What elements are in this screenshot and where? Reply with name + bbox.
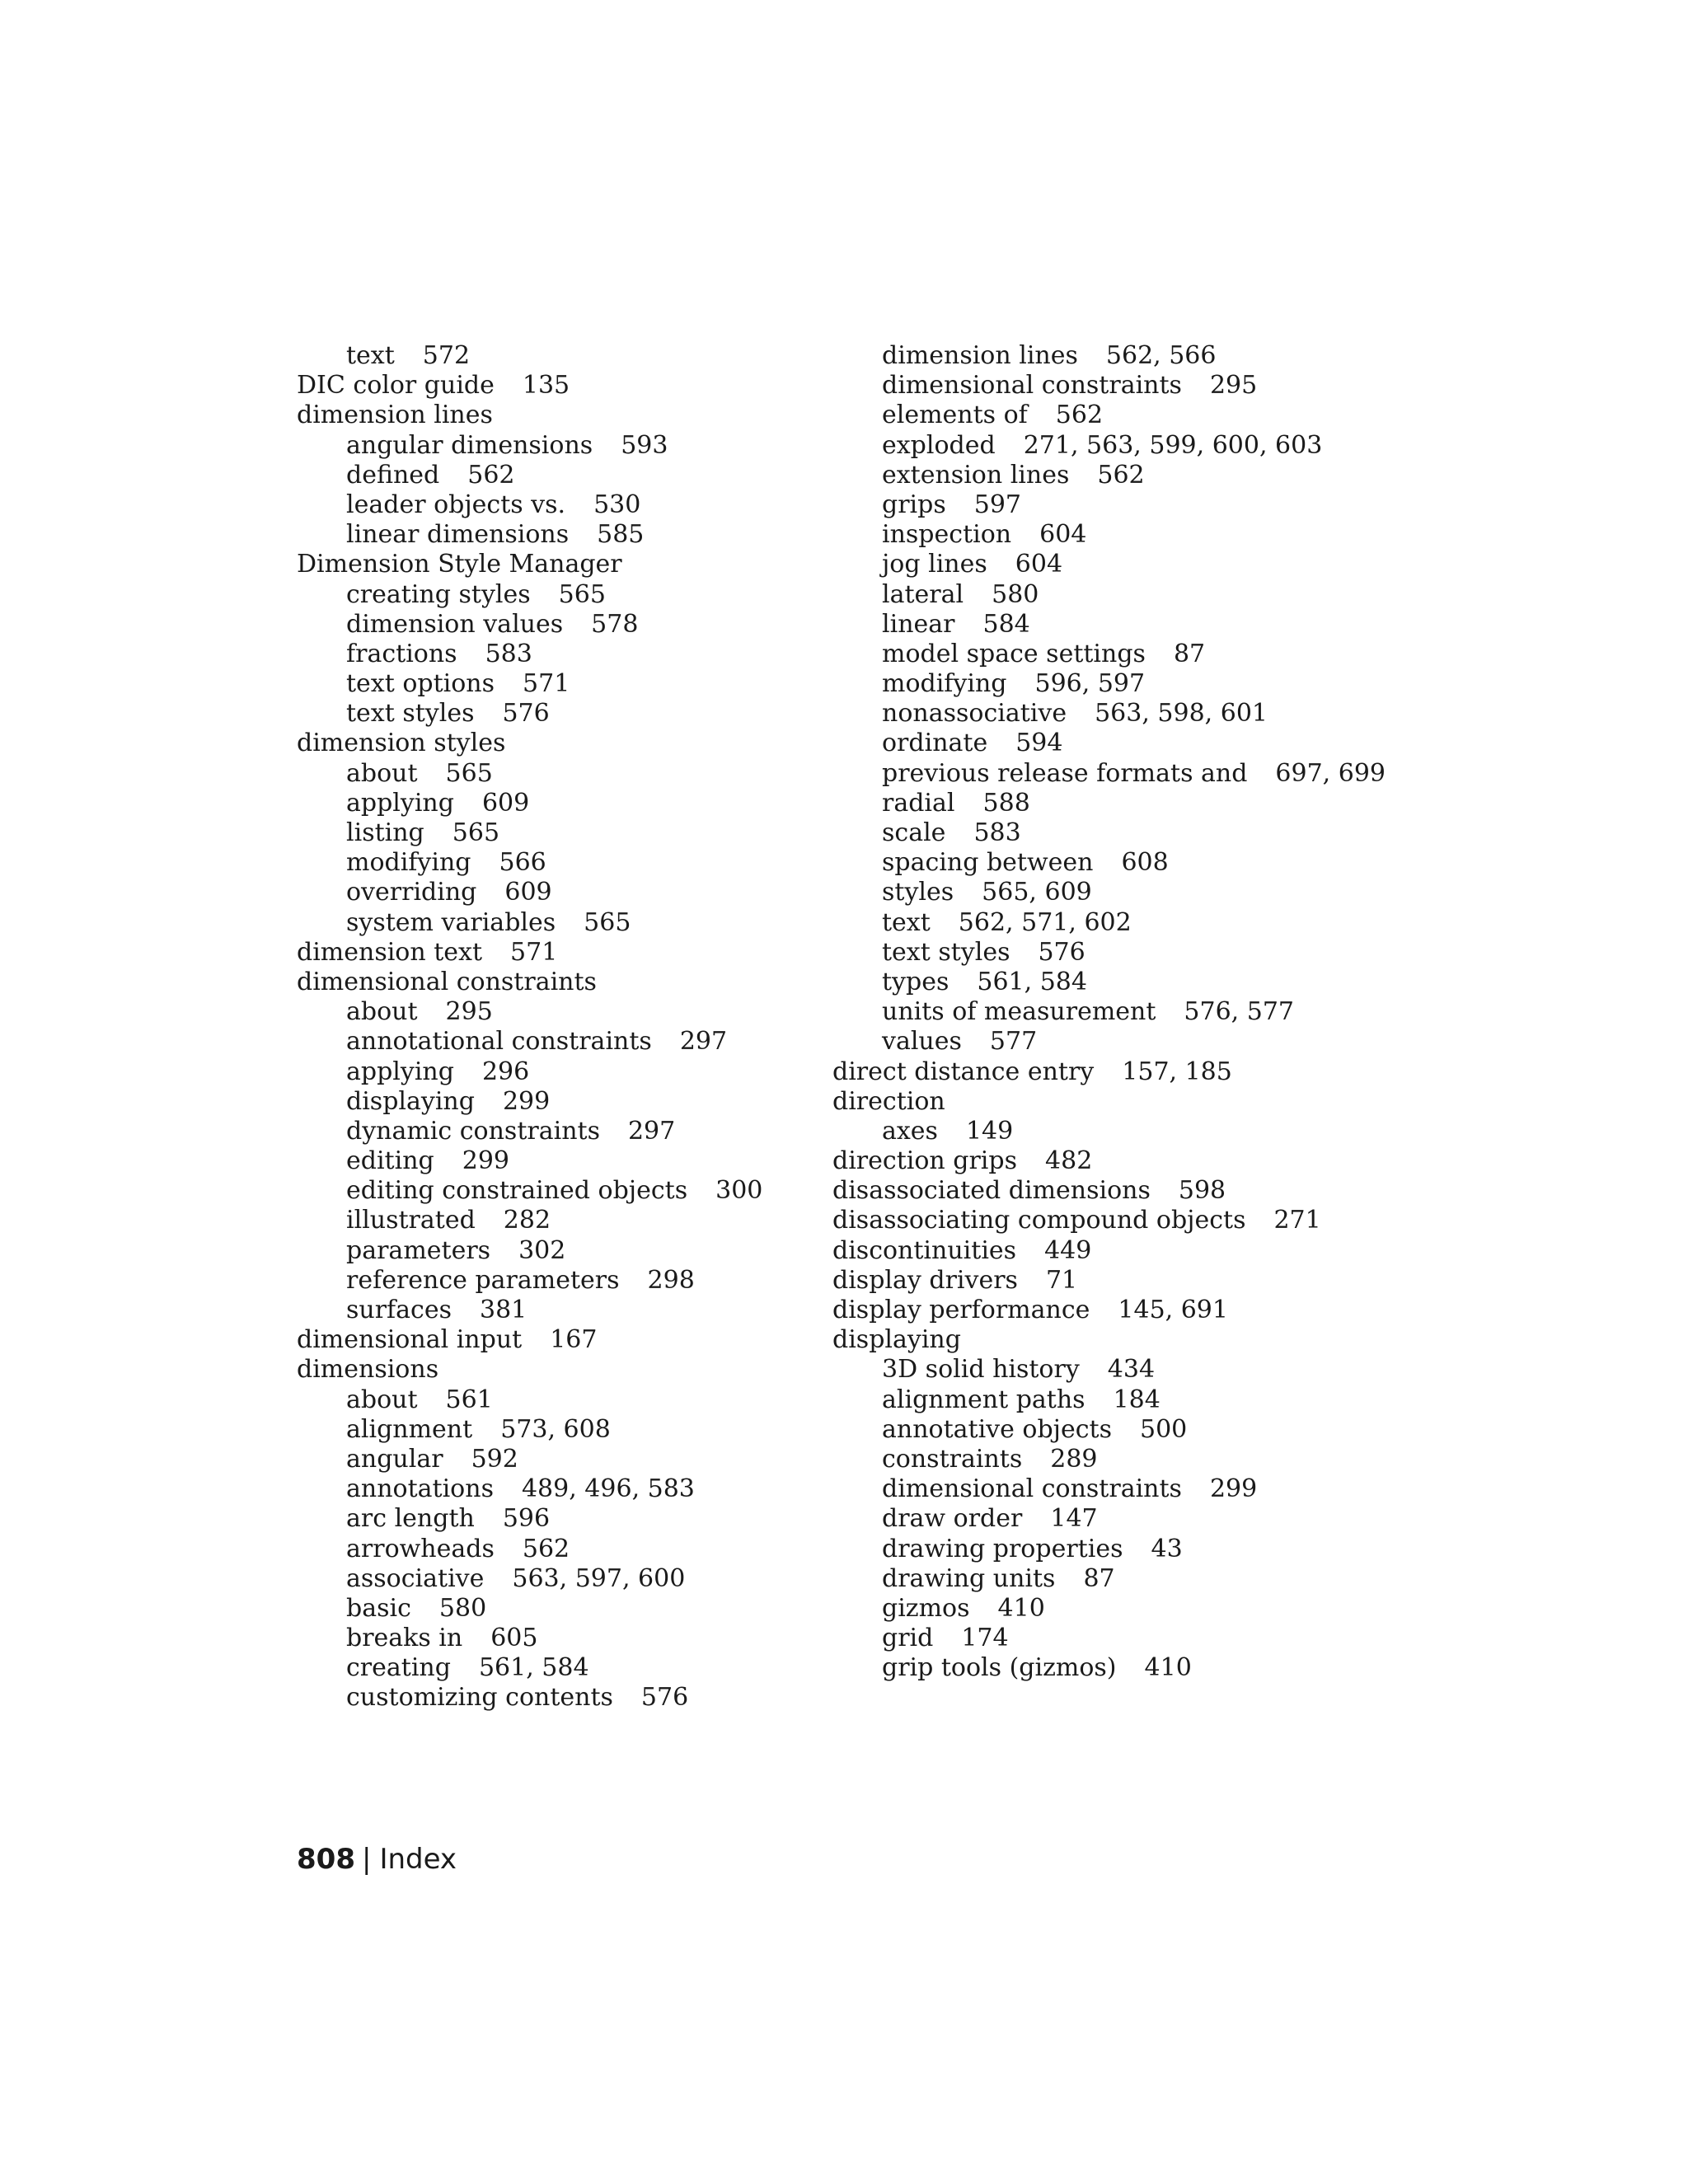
index-entry <box>832 1176 1409 1206</box>
index-term: associative <box>346 1563 485 1593</box>
index-entry <box>297 550 824 579</box>
index-entry <box>297 1683 824 1713</box>
index-pages: 585 <box>597 520 645 550</box>
index-term: spacing between <box>882 848 1094 878</box>
index-term: units of measurement <box>882 997 1156 1027</box>
index-entry <box>297 1266 824 1296</box>
index-entry <box>832 848 1409 878</box>
index-pages: 584 <box>982 609 1030 639</box>
index-term: DIC color guide <box>297 371 495 401</box>
index-term: breaks in <box>346 1624 463 1653</box>
index-term: grip tools (gizmos) <box>882 1653 1117 1683</box>
index-term: alignment <box>346 1414 473 1444</box>
index-entry <box>297 1624 824 1653</box>
index-pages: 561, 584 <box>977 967 1087 996</box>
index-entry <box>832 1535 1409 1564</box>
index-pages: 592 <box>471 1444 518 1474</box>
index-term: leader objects vs. <box>346 490 566 519</box>
index-term: modifying <box>346 848 471 878</box>
index-column-right <box>832 341 1409 1683</box>
index-entry <box>297 1415 824 1445</box>
index-pages: 87 <box>1083 1563 1115 1593</box>
index-entry <box>832 1266 1409 1296</box>
index-entry <box>832 1355 1409 1385</box>
index-term: extension lines <box>882 460 1070 490</box>
index-term: dimension lines <box>882 341 1078 370</box>
index-pages: 562 <box>1055 401 1104 430</box>
index-pages: 562, 571, 602 <box>958 907 1132 937</box>
index-pages: 157, 185 <box>1122 1057 1232 1086</box>
index-pages: 562, 566 <box>1105 341 1217 370</box>
page-footer <box>297 1843 457 1876</box>
index-entry <box>297 1027 824 1057</box>
index-pages: 282 <box>503 1206 551 1235</box>
index-pages: 697, 699 <box>1275 758 1386 788</box>
index-term: alignment paths <box>882 1385 1085 1414</box>
index-term: axes <box>882 1116 938 1146</box>
index-entry <box>297 341 824 371</box>
index-pages: 609 <box>504 878 552 907</box>
index-term: previous release formats and <box>882 758 1248 788</box>
index-entry <box>297 1474 824 1504</box>
index-term: text styles <box>882 937 1010 967</box>
index-entry <box>832 640 1409 669</box>
index-pages: 299 <box>1209 1474 1258 1504</box>
index-entry <box>297 461 824 490</box>
index-entry <box>297 1325 824 1355</box>
index-term: elements of <box>882 401 1028 430</box>
index-term: drawing properties <box>882 1534 1123 1563</box>
index-entry <box>832 431 1409 461</box>
index-term: basic <box>346 1593 411 1623</box>
index-pages: 580 <box>438 1593 487 1623</box>
index-pages: 562 <box>467 460 515 490</box>
index-pages: 572 <box>422 341 471 370</box>
index-term: grips <box>882 490 946 519</box>
index-pages: 381 <box>480 1296 528 1324</box>
index-term: text options <box>346 669 495 699</box>
index-entry <box>832 759 1409 789</box>
index-entry <box>297 1057 824 1087</box>
index-term: display performance <box>832 1296 1090 1325</box>
index-entry <box>297 968 824 997</box>
index-term: text styles <box>346 699 475 729</box>
page-number: 808 <box>297 1843 355 1876</box>
index-entry <box>297 729 824 758</box>
footer-separator: | <box>361 1843 372 1876</box>
index-entry <box>832 1564 1409 1594</box>
index-pages: 489, 496, 583 <box>521 1474 695 1504</box>
index-pages: 563, 598, 601 <box>1095 699 1268 729</box>
index-term: direct distance entry <box>832 1057 1095 1086</box>
index-term: radial <box>882 788 955 818</box>
index-term: linear <box>882 609 955 639</box>
index-entry <box>832 1415 1409 1445</box>
index-term: annotations <box>346 1474 494 1504</box>
index-entry <box>832 1653 1409 1683</box>
index-term: about <box>346 997 418 1027</box>
index-entry <box>297 520 824 550</box>
index-term: scale <box>882 818 946 848</box>
index-pages: 87 <box>1173 639 1206 668</box>
index-pages: 297 <box>627 1116 676 1146</box>
index-term: listing <box>346 818 424 847</box>
index-term: surfaces <box>346 1296 452 1324</box>
index-pages: 576, 577 <box>1184 997 1294 1027</box>
index-pages: 145, 691 <box>1118 1296 1228 1325</box>
index-term: annotative objects <box>882 1414 1112 1444</box>
index-pages: 561 <box>445 1385 493 1414</box>
index-entry <box>832 1325 1409 1355</box>
index-term: dimensional constraints <box>882 371 1182 401</box>
index-pages: 271, 563, 599, 600, 603 <box>1023 430 1323 460</box>
index-pages: 271 <box>1273 1206 1321 1235</box>
index-entry <box>832 550 1409 579</box>
index-entry <box>297 1355 824 1385</box>
index-pages: 593 <box>621 430 668 460</box>
index-entry <box>832 1385 1409 1415</box>
index-term: displaying <box>346 1086 475 1116</box>
index-term: creating styles <box>346 579 531 609</box>
index-pages: 147 <box>1050 1504 1098 1534</box>
index-term: dimension values <box>346 609 564 639</box>
index-entry <box>832 968 1409 997</box>
index-pages: 594 <box>1015 729 1063 758</box>
index-pages: 295 <box>1209 371 1258 401</box>
index-entry <box>832 490 1409 520</box>
index-term: text <box>882 907 931 937</box>
index-pages: 576 <box>640 1683 689 1713</box>
index-entry <box>832 1504 1409 1534</box>
index-pages: 583 <box>485 639 532 668</box>
index-term: draw order <box>882 1504 1023 1534</box>
index-entry <box>297 1236 824 1266</box>
index-pages: 565 <box>558 579 606 609</box>
index-entry <box>832 997 1409 1027</box>
index-entry <box>297 938 824 968</box>
index-term: arrowheads <box>346 1534 495 1563</box>
index-entry <box>832 1057 1409 1087</box>
index-pages: 500 <box>1140 1414 1188 1444</box>
index-entry <box>832 1206 1409 1235</box>
index-pages: 609 <box>481 788 530 818</box>
index-pages: 184 <box>1113 1385 1160 1414</box>
index-term: illustrated <box>346 1206 476 1235</box>
index-term: direction <box>832 1086 945 1116</box>
index-entry <box>832 908 1409 938</box>
index-term: angular dimensions <box>346 430 593 460</box>
index-entry <box>297 1653 824 1683</box>
index-entry <box>297 1385 824 1415</box>
index-pages: 598 <box>1178 1176 1226 1206</box>
index-pages: 563, 597, 600 <box>512 1563 686 1593</box>
index-entry <box>297 1504 824 1534</box>
index-pages: 298 <box>647 1265 695 1295</box>
index-term: Dimension Style Manager <box>297 550 622 579</box>
index-entry <box>297 997 824 1027</box>
index-pages: 571 <box>523 669 570 699</box>
index-pages: 608 <box>1121 848 1169 878</box>
index-pages: 562 <box>522 1534 570 1563</box>
index-term: jog lines <box>882 550 987 579</box>
index-entry <box>832 1624 1409 1653</box>
index-term: defined <box>346 460 440 490</box>
index-entry <box>832 1027 1409 1057</box>
index-term: types <box>882 967 950 996</box>
index-term: dimensional constraints <box>297 967 597 996</box>
index-entry <box>297 580 824 610</box>
index-entry <box>832 1146 1409 1176</box>
index-entry <box>297 1445 824 1474</box>
index-entry <box>832 1117 1409 1146</box>
index-entry <box>297 1087 824 1117</box>
index-term: linear dimensions <box>346 520 570 550</box>
index-term: drawing units <box>882 1563 1056 1593</box>
index-term: ordinate <box>882 729 988 758</box>
index-pages: 410 <box>1144 1653 1192 1683</box>
index-entry <box>297 669 824 699</box>
index-term: inspection <box>882 520 1012 550</box>
index-pages: 561, 584 <box>478 1653 589 1683</box>
index-term: annotational constraints <box>346 1027 652 1057</box>
index-term: values <box>882 1027 962 1057</box>
index-term: about <box>346 1385 418 1414</box>
index-term: editing <box>346 1146 434 1176</box>
index-term: dimension lines <box>297 401 493 430</box>
index-pages: 299 <box>462 1146 509 1176</box>
index-pages: 605 <box>490 1624 538 1653</box>
index-term: fractions <box>346 639 457 668</box>
index-pages: 604 <box>1015 550 1063 579</box>
index-pages: 296 <box>481 1057 530 1086</box>
index-entry <box>832 878 1409 907</box>
index-term: text <box>346 341 395 370</box>
index-entry <box>297 878 824 907</box>
index-entry <box>832 1087 1409 1117</box>
index-entry <box>832 580 1409 610</box>
index-entry <box>297 640 824 669</box>
index-pages: 449 <box>1044 1235 1092 1265</box>
index-pages: 565 <box>584 907 631 937</box>
index-pages: 562 <box>1097 460 1145 490</box>
index-term: dimension styles <box>297 729 506 758</box>
index-term: applying <box>346 1057 454 1086</box>
index-term: lateral <box>882 579 964 609</box>
index-entry <box>832 699 1409 729</box>
index-pages: 434 <box>1107 1355 1156 1385</box>
index-entry <box>832 938 1409 968</box>
index-entry <box>832 1296 1409 1325</box>
index-entry <box>832 341 1409 371</box>
index-pages: 565, 609 <box>982 878 1092 907</box>
index-pages: 597 <box>973 490 1022 519</box>
index-entry <box>832 1445 1409 1474</box>
index-entry <box>297 1146 824 1176</box>
index-term: system variables <box>346 907 556 937</box>
index-term: dimension text <box>297 937 483 967</box>
index-term: customizing contents <box>346 1683 613 1713</box>
index-pages: 297 <box>679 1027 728 1057</box>
index-term: dimensional constraints <box>882 1474 1182 1504</box>
index-pages: 571 <box>510 937 558 967</box>
index-entry <box>297 1594 824 1624</box>
index-pages: 566 <box>499 848 546 878</box>
index-entry <box>297 431 824 461</box>
index-pages: 295 <box>445 997 493 1027</box>
index-term: direction grips <box>832 1146 1018 1176</box>
index-pages: 565 <box>452 818 500 847</box>
index-term: creating <box>346 1653 451 1683</box>
index-entry <box>297 1564 824 1594</box>
index-entry <box>832 371 1409 401</box>
index-term: model space settings <box>882 639 1146 668</box>
index-entry <box>832 1594 1409 1624</box>
index-term: 3D solid history <box>882 1355 1080 1385</box>
index-term: dimensions <box>297 1355 439 1385</box>
index-term: dimensional input <box>297 1325 523 1355</box>
index-entry <box>297 371 824 401</box>
index-pages: 530 <box>593 490 641 519</box>
index-pages: 604 <box>1039 520 1087 550</box>
section-name: Index <box>379 1843 457 1876</box>
index-pages: 580 <box>992 579 1039 609</box>
index-pages: 43 <box>1151 1534 1183 1563</box>
index-term: displaying <box>832 1325 961 1355</box>
index-pages: 578 <box>591 609 639 639</box>
index-term: angular <box>346 1444 443 1474</box>
index-entry <box>297 908 824 938</box>
index-pages: 300 <box>715 1176 763 1206</box>
index-entry <box>832 729 1409 758</box>
index-pages: 149 <box>965 1116 1014 1146</box>
index-pages: 573, 608 <box>500 1414 611 1444</box>
index-term: gizmos <box>882 1593 970 1623</box>
index-entry <box>832 401 1409 430</box>
index-pages: 410 <box>997 1593 1045 1623</box>
index-term: discontinuities <box>832 1235 1017 1265</box>
index-entry <box>297 1206 824 1235</box>
index-term: about <box>346 758 418 788</box>
index-entry <box>832 461 1409 490</box>
index-entry <box>297 789 824 818</box>
index-entry <box>297 401 824 430</box>
index-entry <box>297 818 824 848</box>
index-term: overriding <box>346 878 477 907</box>
index-pages: 565 <box>445 758 493 788</box>
index-term: disassociating compound objects <box>832 1206 1246 1235</box>
index-entry <box>832 669 1409 699</box>
index-pages: 302 <box>518 1235 566 1265</box>
index-entry <box>832 520 1409 550</box>
index-term: editing constrained objects <box>346 1176 688 1206</box>
index-term: nonassociative <box>882 699 1067 729</box>
index-term: styles <box>882 878 954 907</box>
index-entry <box>297 699 824 729</box>
index-term: disassociated dimensions <box>832 1176 1151 1206</box>
index-entry <box>832 1236 1409 1266</box>
index-entry <box>297 1117 824 1146</box>
index-pages: 577 <box>989 1027 1038 1057</box>
index-pages: 596 <box>502 1504 551 1534</box>
index-pages: 299 <box>502 1086 551 1116</box>
index-pages: 482 <box>1045 1146 1093 1176</box>
index-term: arc length <box>346 1504 475 1534</box>
index-term: constraints <box>882 1444 1023 1474</box>
index-entry <box>832 789 1409 818</box>
index-term: exploded <box>882 430 996 460</box>
index-term: grid <box>882 1624 934 1653</box>
index-term: parameters <box>346 1235 491 1265</box>
index-pages: 289 <box>1050 1444 1098 1474</box>
index-pages: 174 <box>961 1624 1009 1653</box>
index-entry <box>297 1296 824 1325</box>
index-pages: 576 <box>1038 937 1085 967</box>
index-entry <box>297 1535 824 1564</box>
index-pages: 583 <box>973 818 1021 848</box>
index-term: dynamic constraints <box>346 1116 600 1146</box>
index-pages: 588 <box>982 788 1030 818</box>
index-entry <box>297 1176 824 1206</box>
index-column-left <box>297 341 824 1713</box>
index-term: display drivers <box>832 1265 1018 1295</box>
index-term: modifying <box>882 669 1007 699</box>
index-term: applying <box>346 788 454 818</box>
index-entry <box>832 1474 1409 1504</box>
index-entry <box>297 490 824 520</box>
index-term: reference parameters <box>346 1265 620 1295</box>
index-pages: 71 <box>1045 1265 1078 1295</box>
index-pages: 576 <box>502 699 550 729</box>
index-entry <box>297 610 824 640</box>
index-entry <box>297 759 824 789</box>
index-entry <box>297 848 824 878</box>
index-pages: 167 <box>550 1325 598 1355</box>
index-pages: 596, 597 <box>1034 669 1146 699</box>
index-entry <box>832 818 1409 848</box>
index-entry <box>832 610 1409 640</box>
index-pages: 135 <box>522 371 570 401</box>
